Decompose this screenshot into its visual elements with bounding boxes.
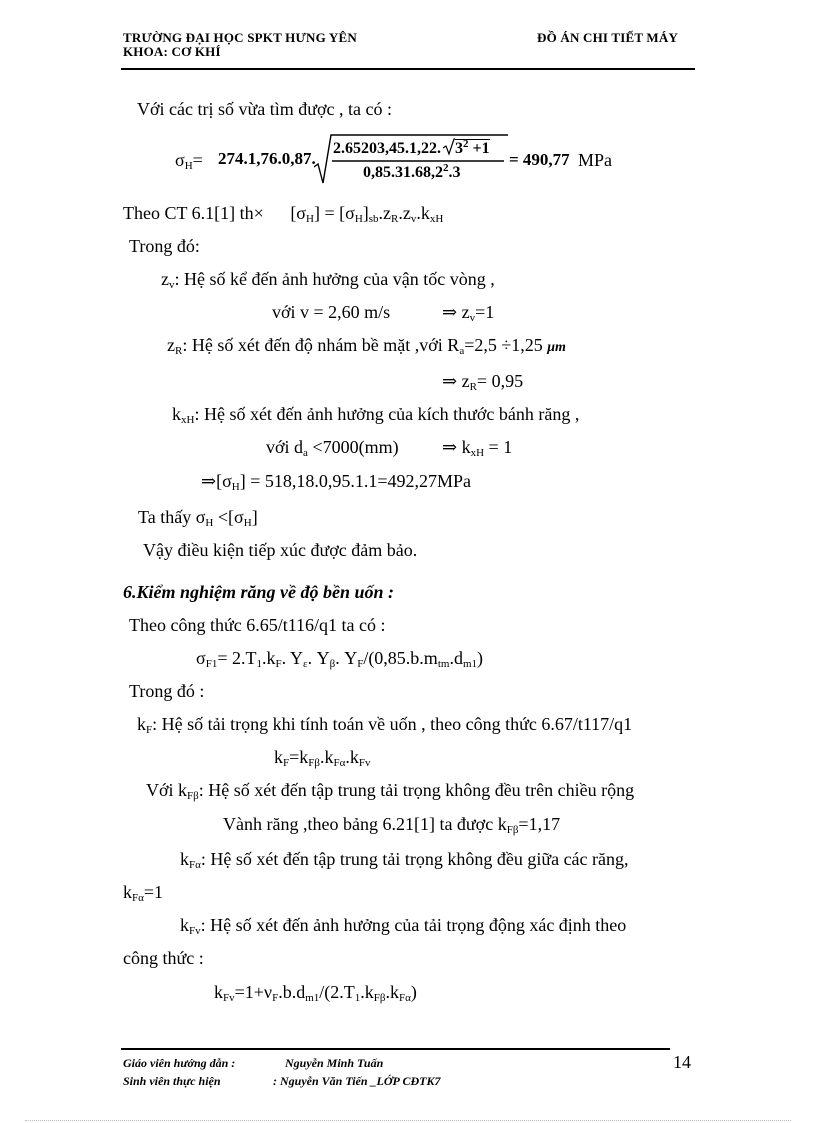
sqrt-icon	[443, 138, 455, 156]
page-edge-dots	[25, 1120, 791, 1121]
allowable-stress-result: $\Rightarrow[\sigma_H] = 518,18.0,95.1.1=492,27MPa$	[201, 471, 472, 493]
zv-value: ⇒ $z_v=1$	[442, 302, 495, 324]
school-name: TRƯỜNG ĐẠI HỌC SPKT HƯNG YÊN	[123, 30, 357, 45]
project-title: ĐỒ ÁN CHI TIẾT MÁY	[537, 30, 679, 45]
teacher-label: Giáo viên hướng dẫn :	[123, 1056, 236, 1070]
velocity-line: với v = 2,60 m/s	[272, 302, 391, 322]
kxh-value: ⇒ $k_{xH} = 1$	[442, 437, 513, 459]
contact-condition-ok: Vậy điều kiện tiếp xúc được đảm bảo.	[143, 540, 418, 560]
sigma-f1-formula: $\sigma_{F1}= 2.T_1.k_F$. $Y_\varepsilon$. $Y_\beta$. $Y_F/(0,85.b.m_{tm}.d_{m1})$	[196, 648, 483, 670]
kfbeta-value: Vành răng ,theo bảng 6.21[1] ta được $k_{F\beta}=1,17$	[223, 814, 561, 836]
comparison-line: Ta thấy $\sigma_H <[\sigma_H]$	[138, 507, 258, 529]
student-value: : Nguyễn Văn Tiến _LỚP CĐTK7	[273, 1074, 441, 1088]
da-line: với $d_a <7000(mm)$	[266, 437, 399, 459]
kf-formula: $k_F=k_{F\beta}.k_{F\alpha}.k_{Fv}$	[274, 747, 371, 769]
eq1-lhs: σ	[175, 150, 185, 170]
kfv-formula: $k_{Fv}=1+\nu_F.b.d_{m1}/(2.T_1.k_{F\beta}.k_{F\alpha})$	[214, 982, 417, 1004]
allowable-stress-formula: Theo CT 6.1[1] $th\times [\sigma_H] = [\sigma_H]_{sb}.z_R.z_v.k_{xH}$	[123, 203, 444, 225]
kfalpha-value: $k_{F\alpha}=1$	[123, 882, 164, 904]
kf-definition: $k_F$: Hệ số tải trọng khi tính toán về uốn , theo công thức 6.67/t117/q1	[137, 714, 633, 736]
intro-line: Với các trị số vừa tìm được , ta có :	[137, 99, 392, 119]
kxh-definition: $k_{xH}$: Hệ số xét đến ảnh hưởng của kích thước bánh răng ,	[172, 404, 580, 426]
zr-value: ⇒ $z_R= 0,95$	[442, 371, 524, 393]
student-label: Sinh viên thực hiện	[123, 1074, 221, 1088]
where-label-1: Trong đó:	[129, 236, 200, 256]
kfbeta-definition: Với $k_{F\beta}$: Hệ số xét đến tập trung tải trọng không đều trên chiều rộng	[146, 780, 635, 802]
page-number: 14	[673, 1052, 691, 1072]
header-rule	[121, 68, 695, 70]
kfalpha-definition: $k_{F\alpha}$: Hệ số xét đến tập trung tải trọng không đều giữa các răng,	[180, 849, 629, 871]
formula-label: công thức :	[123, 948, 204, 968]
teacher-name: Nguyễn Minh Tuấn	[285, 1056, 384, 1070]
zr-definition: $z_R$: Hệ số xét đến độ nhám bề mặt ,với $R_a=2,5 \div 1,25$ μm	[167, 335, 566, 357]
where-label-2: Trong đó :	[129, 681, 205, 701]
eq1-result: = 490,77	[509, 150, 570, 169]
faculty-name: KHOA: CƠ KHÍ	[123, 44, 221, 59]
zv-definition: $z_v$: Hệ số kể đến ảnh hưởng của vận tốc vòng ,	[161, 269, 495, 291]
bending-formula-intro: Theo công thức 6.65/t116/q1 ta có :	[129, 615, 386, 635]
kfv-definition: $k_{Fv}$: Hệ số xét đến ảnh hưởng của tải trọng động xác định theo	[180, 915, 627, 937]
section-heading: 6.Kiểm nghiệm răng về độ bền uốn :	[123, 582, 395, 602]
footer-rule	[121, 1048, 670, 1050]
eq1-unit: MPa	[578, 150, 613, 170]
eq1-denominator: 0,85.31.68,2$^2$.3	[363, 162, 461, 181]
eq1-numerator: 2.65203,45.1,22. $3^2 +1$	[333, 138, 490, 157]
eq1-coefficient: 274.1,76.0,87.	[218, 149, 316, 168]
